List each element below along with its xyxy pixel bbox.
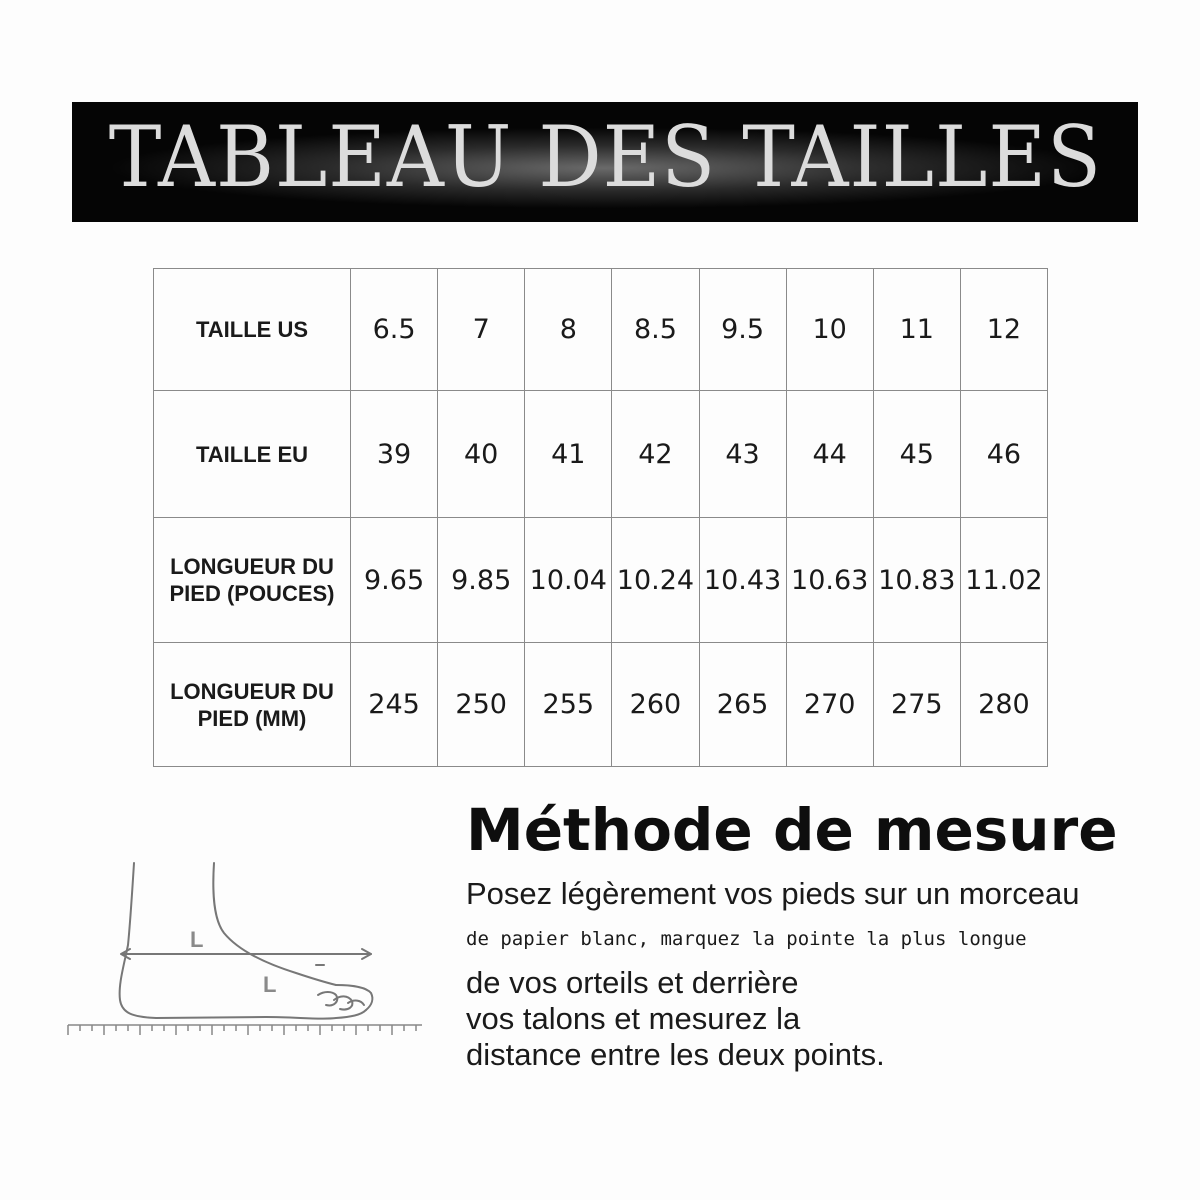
table-cell: 10.83: [873, 518, 960, 643]
table-cell: 41: [525, 391, 612, 518]
method-text-line: vos talons et mesurez la: [466, 1001, 801, 1036]
table-cell: 250: [438, 643, 525, 767]
table-cell: 10.43: [699, 518, 786, 643]
table-cell: 10.04: [525, 518, 612, 643]
table-cell: 9.85: [438, 518, 525, 643]
table-cell: 39: [351, 391, 438, 518]
table-cell: 44: [786, 391, 873, 518]
table-cell: 275: [873, 643, 960, 767]
table-cell: 42: [612, 391, 699, 518]
table-cell: 6.5: [351, 269, 438, 391]
table-cell: 7: [438, 269, 525, 391]
table-cell: 265: [699, 643, 786, 767]
table-cell: 8.5: [612, 269, 699, 391]
table-cell: 11: [873, 269, 960, 391]
method-title: Méthode de mesure: [466, 796, 1118, 864]
table-row-us: [154, 269, 1048, 391]
table-cell: 255: [525, 643, 612, 767]
table-cell: 10.63: [786, 518, 873, 643]
table-cell: 280: [960, 643, 1047, 767]
table-row-mm: [154, 643, 1048, 767]
toe-length-label: L: [263, 972, 277, 997]
method-text-line: distance entre les deux points.: [466, 1037, 885, 1072]
table-cell: 40: [438, 391, 525, 518]
row-header: TAILLE EU: [154, 391, 351, 518]
table-row-eu: [154, 391, 1048, 518]
table-cell: 11.02: [960, 518, 1047, 643]
table-row-inches: [154, 518, 1048, 643]
table-cell: 43: [699, 391, 786, 518]
page-title: TABLEAU DES TAILLES: [108, 108, 1102, 206]
table-cell: 46: [960, 391, 1047, 518]
table-cell: 9.5: [699, 269, 786, 391]
table-cell: 245: [351, 643, 438, 767]
table-cell: 260: [612, 643, 699, 767]
length-label: L: [190, 927, 204, 952]
method-text-line: de vos orteils et derrière: [466, 965, 799, 1000]
table-cell: 12: [960, 269, 1047, 391]
method-text-line: de papier blanc, marquez la pointe la plus longue: [466, 928, 1027, 950]
title-banner: [72, 102, 1138, 222]
table-cell: 10.24: [612, 518, 699, 643]
foot-measure-icon: [66, 855, 426, 1045]
row-header: TAILLE US: [154, 269, 351, 391]
table-cell: 8: [525, 269, 612, 391]
method-text-block: [466, 965, 885, 1073]
row-header: LONGUEUR DU PIED (MM): [154, 643, 351, 767]
table-cell: 270: [786, 643, 873, 767]
table-cell: 9.65: [351, 518, 438, 643]
table-cell: 45: [873, 391, 960, 518]
method-text-line: Posez légèrement vos pieds sur un morceau: [466, 876, 1080, 911]
table-cell: 10: [786, 269, 873, 391]
row-header: LONGUEUR DU PIED (POUCES): [154, 518, 351, 643]
size-table: [153, 268, 1048, 767]
